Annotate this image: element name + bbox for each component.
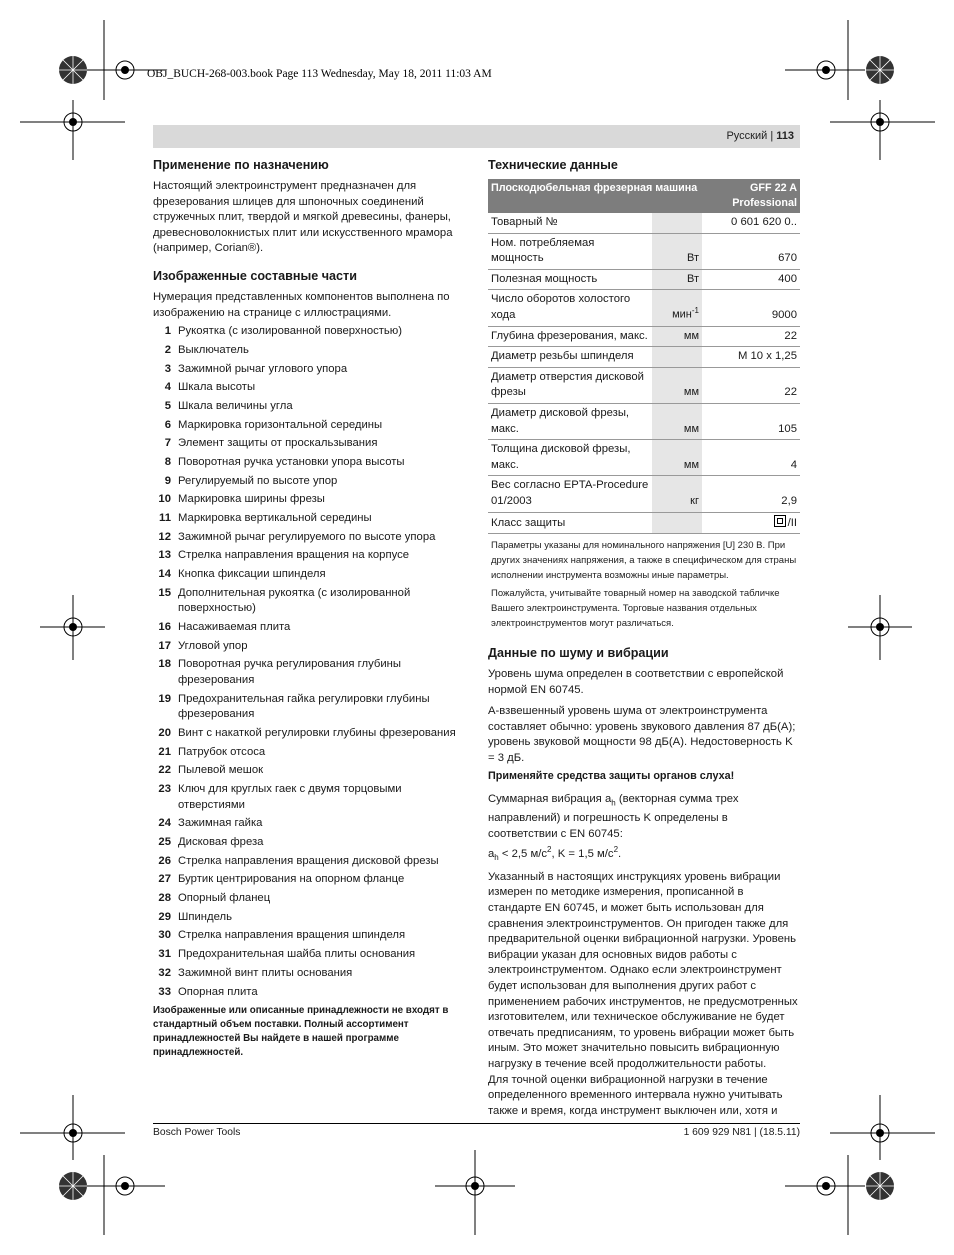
tech-head-left: Плоскодюбельная фрезерная машина xyxy=(488,179,702,213)
spec-unit: мм xyxy=(652,403,702,439)
item-text: Маркировка горизонтальной середины xyxy=(178,418,383,431)
spec-label: Полезная мощность xyxy=(488,269,652,290)
noise-warning: Применяйте средства защиты органов слуха! xyxy=(488,769,735,782)
item-number: 17 xyxy=(158,639,171,652)
spec-value: 670 xyxy=(702,233,800,269)
table-row xyxy=(488,269,800,290)
spec-label: Класс защиты xyxy=(488,512,652,534)
list-item xyxy=(153,548,463,564)
item-number: 5 xyxy=(164,399,171,412)
spec-unit: кг xyxy=(652,476,702,512)
noise-p3: Суммарная вибрация $a_h$ (векторная сумма трех направлений) и погрешность K определены в соответствии с EN 60745: $a_h < 2,5$ $м/с^2$, K = 1,5 $м/с^2$. xyxy=(488,793,739,863)
list-item xyxy=(153,343,463,359)
list-item xyxy=(153,455,463,471)
list-item xyxy=(153,657,463,688)
list-item xyxy=(153,835,463,851)
list-item xyxy=(153,362,463,378)
spec-label: Ном. потребляемая мощность xyxy=(488,233,652,269)
list-item xyxy=(153,745,463,761)
item-number: 10 xyxy=(158,493,171,506)
item-text: Маркировка вертикальной середины xyxy=(178,512,372,525)
list-item xyxy=(153,985,463,1001)
list-item xyxy=(153,639,463,655)
item-text: Поворотная ручка регулирования глубины фрезерования xyxy=(178,658,402,687)
item-number: 27 xyxy=(158,873,171,886)
table-row xyxy=(488,347,800,368)
item-number: 33 xyxy=(158,985,171,998)
spec-unit: мм xyxy=(652,367,702,403)
item-number: 9 xyxy=(164,474,171,487)
spec-value: 22 xyxy=(702,367,800,403)
spec-value: 9000 xyxy=(702,290,800,326)
list-item xyxy=(153,872,463,888)
item-text: Шкала высоты xyxy=(178,381,256,394)
tech-footnote-1: Параметры указаны для номинального напряжения [U] 230 В. При других значениях напряжения, а также в специфическом для страны исполнении инструмента возможны иные параметры. xyxy=(491,540,797,582)
spec-unit xyxy=(652,213,702,233)
item-number: 31 xyxy=(158,948,171,961)
item-number: 11 xyxy=(159,512,171,525)
item-text: Опорная плита xyxy=(178,985,258,998)
noise-p1: Уровень шума определен в соответствии с европейской нормой EN 60745. xyxy=(488,668,784,696)
item-text: Кнопка фиксации шпинделя xyxy=(178,568,326,581)
list-item xyxy=(153,692,463,723)
item-text: Шпиндель xyxy=(178,910,232,923)
list-item xyxy=(153,380,463,396)
item-text: Угловой упор xyxy=(178,639,248,652)
spec-value: 2,9 xyxy=(702,476,800,512)
item-text: Поворотная ручка установки упора высоты xyxy=(178,455,405,468)
item-number: 21 xyxy=(158,745,171,758)
intended-use-text: Настоящий электроинструмент предназначен для фрезерования шлицев для шпоночных соединений стружечных плит, твердой и мягкой древесины, фанеры, древесноволокнистых плит или искусственного мрамора (например, Corian®). xyxy=(153,180,453,255)
noise-title: Данные по шуму и вибрации xyxy=(488,646,669,661)
item-text: Элемент защиты от проскальзывания xyxy=(178,437,378,450)
item-number: 26 xyxy=(158,854,171,867)
intended-use-title: Применение по назначению xyxy=(153,158,329,172)
list-item xyxy=(153,816,463,832)
spec-unit xyxy=(652,512,702,534)
list-item xyxy=(153,947,463,963)
list-item xyxy=(153,567,463,583)
item-number: 20 xyxy=(158,727,171,739)
spec-value: 4 xyxy=(702,440,800,476)
item-text: Винт с накаткой регулировки глубины фрезерования xyxy=(178,727,456,739)
spec-unit xyxy=(652,347,702,368)
tech-title: Технические данные xyxy=(488,158,618,172)
item-number: 14 xyxy=(158,568,171,581)
list-item xyxy=(153,726,463,742)
language-label: Русский xyxy=(726,130,768,142)
spec-unit: Вт xyxy=(652,233,702,269)
item-text: Зажимной винт плиты основания xyxy=(178,966,353,979)
item-number: 16 xyxy=(158,621,171,634)
spec-value: /II xyxy=(702,512,800,534)
components-title: Изображенные составные части xyxy=(153,268,357,283)
table-row xyxy=(488,440,800,476)
list-item xyxy=(153,418,463,434)
list-item xyxy=(153,928,463,944)
list-item xyxy=(153,530,463,546)
tech-head-right: GFF 22 A Professional xyxy=(702,179,800,213)
item-text: Рукоятка (с изолированной поверхностью) xyxy=(178,325,403,338)
list-item xyxy=(153,586,463,617)
protection-class-icon xyxy=(774,515,786,527)
item-number: 3 xyxy=(164,362,171,375)
spec-unit: мм xyxy=(652,440,702,476)
spec-value: M 10 x 1,25 xyxy=(702,347,800,368)
table-row xyxy=(488,403,800,439)
footer-doc-number: 1 609 929 N81 | (18.5.11) xyxy=(683,1127,800,1138)
item-number: 1 xyxy=(164,325,171,338)
list-item xyxy=(153,399,463,415)
item-number: 32 xyxy=(158,966,171,979)
spec-label: Диаметр отверстия дисковой фрезы xyxy=(488,367,652,403)
list-item xyxy=(153,891,463,907)
item-number: 29 xyxy=(158,910,171,923)
list-item xyxy=(153,620,463,636)
noise-p2: А-взвешенный уровень шума от электроинструмента составляет обычно: уровень звукового давления 87 дБ(A); уровень звуковой мощности 98 дБ(A). Недостоверность K = 3 дБ. xyxy=(488,705,796,765)
item-number: 30 xyxy=(158,929,171,942)
left-column xyxy=(153,157,463,1060)
list-item xyxy=(153,763,463,779)
table-row xyxy=(488,213,800,233)
item-number: 13 xyxy=(158,549,171,562)
tech-table xyxy=(488,179,800,534)
list-item xyxy=(153,492,463,508)
spec-label: Товарный № xyxy=(488,213,652,233)
item-number: 8 xyxy=(164,455,171,468)
item-text: Стрелка направления вращения на корпусе xyxy=(178,549,410,562)
spec-label: Вес согласно EPTA-Procedure 01/2003 xyxy=(488,476,652,512)
print-header: OBJ_BUCH-268-003.book Page 113 Wednesday, May 18, 2011 11:03 AM xyxy=(147,68,492,80)
components-intro: Нумерация представленных компонентов выполнена по изображению на странице с иллюстрациями. xyxy=(153,290,450,319)
item-text: Ключ для круглых гаек с двумя торцовыми отверстиями xyxy=(178,783,402,811)
item-text: Маркировка ширины фрезы xyxy=(178,493,325,506)
components-list xyxy=(153,324,463,1000)
item-number: 24 xyxy=(158,817,171,830)
item-text: Опорный фланец xyxy=(178,892,271,905)
item-number: 18 xyxy=(158,658,171,671)
item-text: Регулируемый по высоте упор xyxy=(178,474,338,487)
list-item xyxy=(153,910,463,926)
item-text: Зажимная гайка xyxy=(178,817,263,830)
item-text: Стрелка направления вращения дисковой фрезы xyxy=(178,854,439,867)
table-row xyxy=(488,476,800,512)
spec-value: 400 xyxy=(702,269,800,290)
item-text: Дисковая фреза xyxy=(178,836,264,849)
item-number: 19 xyxy=(158,692,171,705)
table-row xyxy=(488,233,800,269)
right-column xyxy=(488,157,800,1125)
list-item xyxy=(153,966,463,982)
spec-label: Число оборотов холостого хода xyxy=(488,290,652,326)
item-number: 4 xyxy=(164,381,171,394)
table-row xyxy=(488,290,800,326)
page-header-bar: Русский | 113 xyxy=(153,125,800,148)
item-text: Патрубок отсоса xyxy=(178,745,266,758)
item-text: Выключатель xyxy=(178,343,249,356)
spec-unit: мм xyxy=(652,326,702,347)
list-item xyxy=(153,474,463,490)
spec-value: 0 601 620 0.. xyxy=(702,213,800,233)
list-item xyxy=(153,782,463,813)
spec-label: Толщина дисковой фрезы, макс. xyxy=(488,440,652,476)
item-number: 15 xyxy=(158,586,171,599)
item-text: Зажимной рычаг регулируемого по высоте упора xyxy=(178,530,436,543)
list-item xyxy=(153,324,463,340)
list-item xyxy=(153,436,463,452)
spec-unit: Вт xyxy=(652,269,702,290)
list-item xyxy=(153,854,463,870)
item-number: 22 xyxy=(158,764,171,777)
item-text: Дополнительная рукоятка (с изолированной поверхностью) xyxy=(178,586,411,615)
spec-label: Диаметр дисковой фрезы, макс. xyxy=(488,403,652,439)
spec-label: Глубина фрезерования, макс. xyxy=(488,326,652,347)
item-number: 2 xyxy=(164,343,171,356)
item-text: Предохранительная шайба плиты основания xyxy=(178,948,416,961)
list-item xyxy=(153,511,463,527)
item-number: 12 xyxy=(158,530,171,543)
table-row xyxy=(488,326,800,347)
item-number: 23 xyxy=(158,783,171,796)
spec-value: 105 xyxy=(702,403,800,439)
spec-unit: мин$^{-1}$ xyxy=(652,290,702,326)
table-row xyxy=(488,367,800,403)
spec-value: 22 xyxy=(702,326,800,347)
item-text: Насаживаемая плита xyxy=(178,621,291,634)
item-text: Шкала величины угла xyxy=(178,399,293,412)
item-number: 7 xyxy=(164,437,171,450)
item-text: Предохранительная гайка регулировки глубины фрезерования xyxy=(178,692,430,721)
spec-label: Диаметр резьбы шпинделя xyxy=(488,347,652,368)
item-number: 28 xyxy=(158,892,171,905)
tech-footnote-2: Пожалуйста, учитывайте товарный номер на заводской табличке Вашего электроинструмента. Торговые названия отдельных электроинструментов могут различаться. xyxy=(491,588,780,630)
item-number: 25 xyxy=(158,836,171,849)
accessories-note: Изображенные или описанные принадлежности не входят в стандартный объем поставки. Полный ассортимент принадлежностей Вы найдете в нашей программе принадлежностей. xyxy=(153,1005,449,1059)
item-text: Буртик центрирования на опорном фланце xyxy=(178,873,405,886)
item-text: Зажимной рычаг углового упора xyxy=(178,362,348,375)
page-number: 113 xyxy=(776,130,794,142)
table-row xyxy=(488,512,800,534)
item-text: Стрелка направления вращения шпинделя xyxy=(178,929,406,942)
item-text: Пылевой мешок xyxy=(178,764,264,777)
noise-p4: Указанный в настоящих инструкциях уровень вибрации измерен по методике измерения, прописанной в стандарте EN 60745, и может быть использован для сравнения электроинструментов. Он пригоден также для предварительной оценки вибрационной нагрузки. Уровень вибрации указан для основных видов работы с электроинструментом. Однако если электроинструмент будет использован для выполнения других работ с применением рабочих инструментов, не предусмотренных изготовителем, или техническое обслуживание не будет отвечать предписаниям, то уровень вибрации может быть иным. Это может значительно повысить вибрационную нагрузку в течение всей продолжительности работы. xyxy=(488,870,798,1071)
noise-p5: Для точной оценки вибрационной нагрузки в течение определенного временного интервала нужно учитывать также и время, когда инструмент выключен или, хотя и xyxy=(488,1073,783,1117)
footer-rule xyxy=(153,1123,800,1124)
footer-brand: Bosch Power Tools xyxy=(153,1127,241,1138)
item-number: 6 xyxy=(164,418,171,431)
